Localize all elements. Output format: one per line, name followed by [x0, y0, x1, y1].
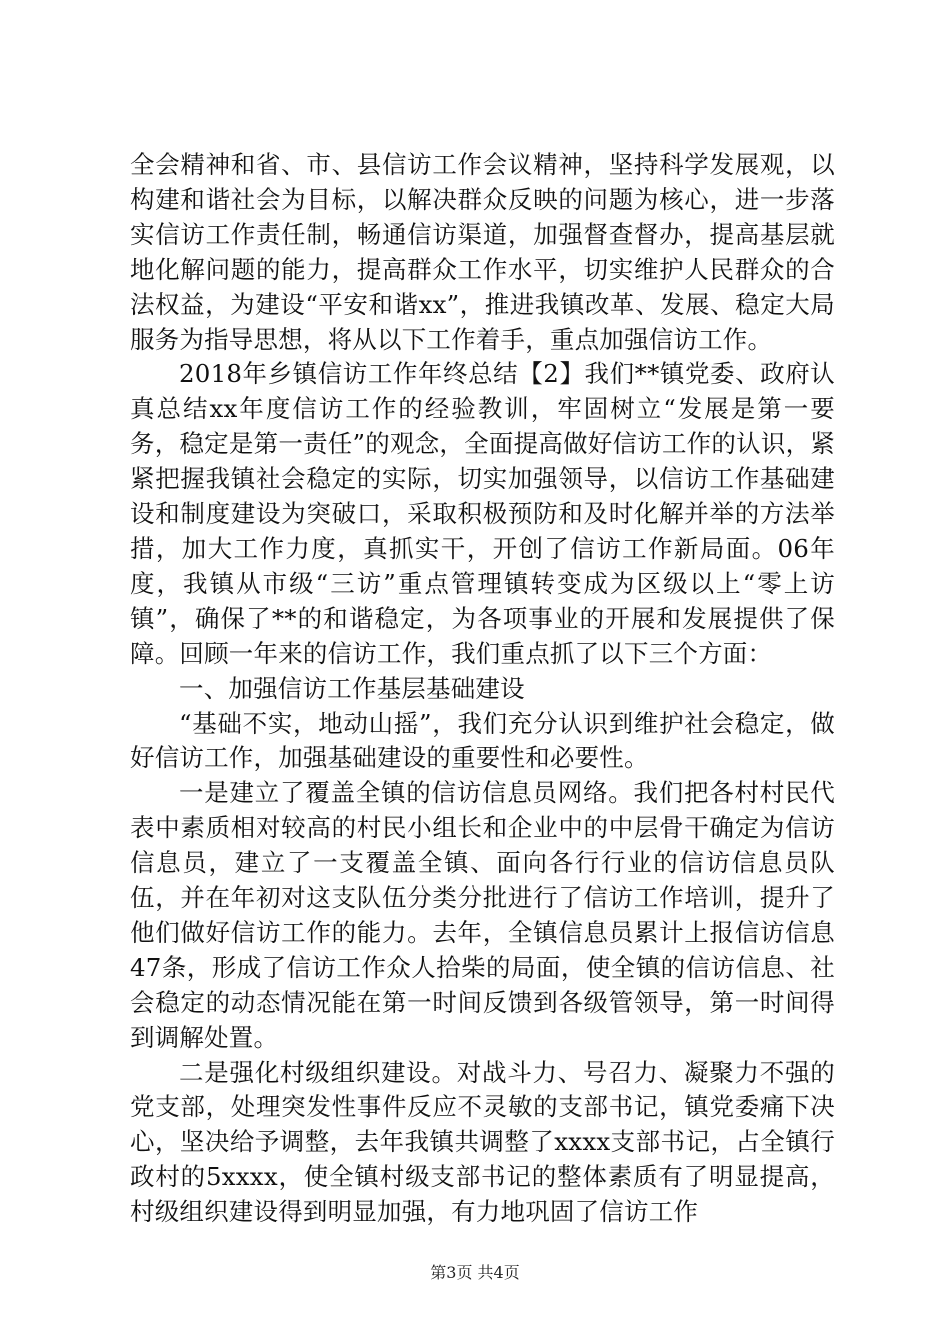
paragraph-point-one: 一是建立了覆盖全镇的信访信息员网络。我们把各村村民代表中素质相对较高的村民小组长和企业中的中层骨干确定为信访信息员，建立了一支覆盖全镇、面向各行行业的信访信息员队伍，并在年初对这支队伍分类分批进行了信访工作培训，提升了他们做好信访工作的能力。去年，全镇信息员累计上报信访信息47条，形成了信访工作众人拾柴的局面，使全镇的信访信息、社会稳定的动态情况能在第一时间反馈到各级管领导，第一时间得到调解处置。 — [130, 778, 835, 1052]
section-heading: 一、加强信访工作基层基础建设 — [179, 673, 525, 703]
paragraph-point-two: 二是强化村级组织建设。对战斗力、号召力、凝聚力不强的党支部，处理突发性事件反应不灵敏的支部书记，镇党委痛下决心，坚决给予调整，去年我镇共调整了xxxx支部书记，占全镇行政村的5xxxx，使全镇村级支部书记的整体素质有了明显提高，村级组织建设得到明显加强，有力地巩固了信访工作 — [130, 1057, 835, 1227]
paragraph-summary-intro: 2018年乡镇信访工作年终总结【2】我们**镇党委、政府认真总结xx年度信访工作的经验教训，牢固树立“发展是第一要务，稳定是第一责任”的观念，全面提高做好信访工作的认识，紧紧把握我镇社会稳定的实际，切实加强领导，以信访工作基础建设和制度建设为突破口，采取积极预防和及时化解并举的方法举措，加大工作力度，真抓实干，开创了信访工作新局面。06年度，我镇从市级“三访”重点管理镇转变成为区级以上“零上访镇”，确保了**的和谐稳定，为各项事业的开展和发展提供了保障。回顾一年来的信访工作，我们重点抓了以下三个方面： — [130, 359, 835, 668]
page-footer: 第3页 共4页 — [430, 1263, 520, 1282]
paragraph-foundation: “基础不实，地动山摇”，我们充分认识到维护社会稳定，做好信访工作，加强基础建设的重要性和必要性。 — [130, 708, 835, 773]
document-body — [130, 148, 835, 1230]
paragraph-continuation: 全会精神和省、市、县信访工作会议精神，坚持科学发展观，以构建和谐社会为目标，以解决群众反映的问题为核心，进一步落实信访工作责任制，畅通信访渠道，加强督查督办，提高基层就地化解问题的能力，提高群众工作水平，切实维护人民群众的合法权益，为建设“平安和谐xx”，推进我镇改革、发展、稳定大局服务为指导思想，将从以下工作着手，重点加强信访工作。 — [130, 150, 835, 354]
